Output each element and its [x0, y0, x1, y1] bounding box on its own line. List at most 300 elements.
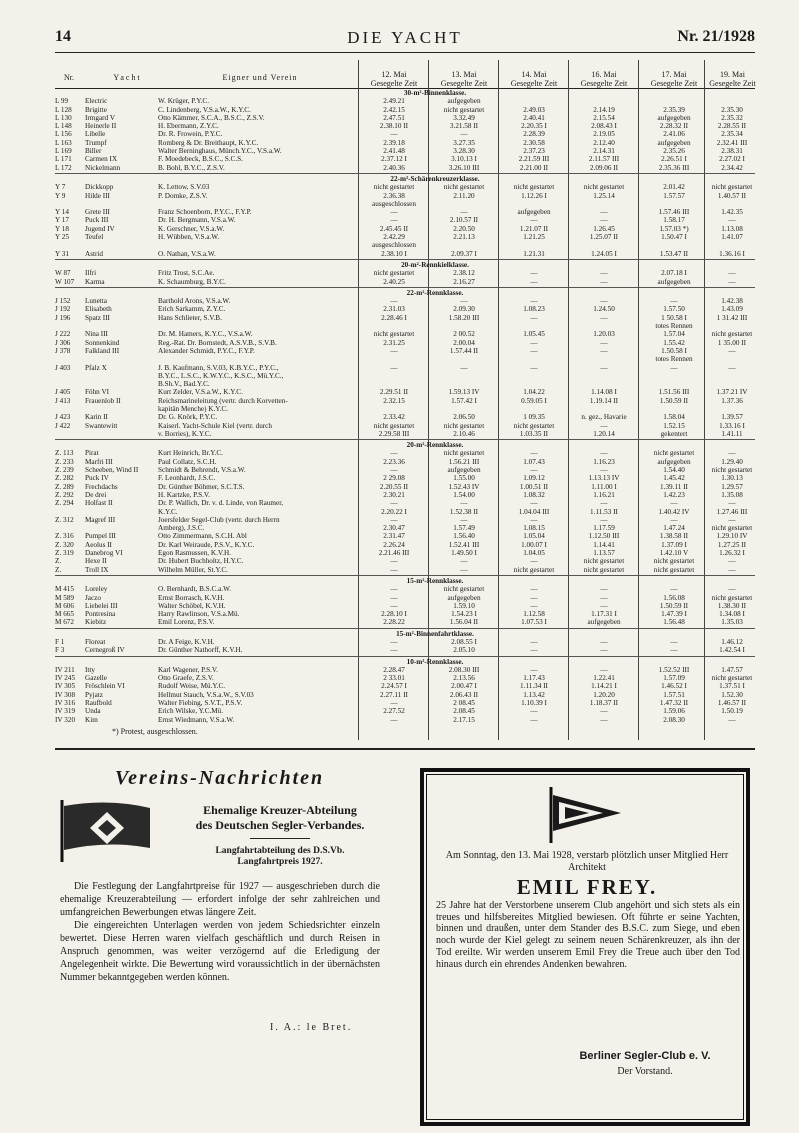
table-cell: 3.32.49 — [453, 113, 475, 122]
table-cell: 1.42.10 V — [659, 549, 689, 558]
table-cell: 1.51.56 III — [658, 388, 690, 397]
table-cell: 2.05.10 — [453, 646, 475, 655]
table-cell: — — [530, 297, 538, 306]
table-cell: 1.21.25 — [523, 233, 545, 242]
table-cell: 1.08.15 — [523, 524, 545, 533]
table-cell: 1 35.00 II — [717, 338, 747, 347]
table-cell: Egon Rasmussen, K.V.H. — [158, 549, 231, 558]
table-cell: 2.38.10 I — [381, 249, 407, 258]
table-cell: 1.50.59 II — [659, 601, 689, 610]
table-cell: 1 50.58 I — [661, 313, 687, 322]
table-cell: 1.47.39 I — [661, 610, 687, 619]
table-cell: 1.14.08 I — [591, 388, 617, 397]
article-subtitle: Langfahrtabteilung des D.S.Vb. Langfahrtpreis 1927. — [215, 846, 345, 867]
table-cell: 2.38.31 — [721, 147, 743, 156]
table-cell: — — [460, 565, 468, 574]
table-row — [55, 594, 755, 602]
table-cell: — — [460, 208, 468, 217]
table-cell: O. Bernhardt, B.S.C.a.W. — [158, 585, 232, 594]
table-cell: 2.35.36 III — [658, 163, 690, 172]
table-cell: Dr. Günther Böhmer, S.C.T.S. — [158, 482, 245, 491]
table-cell: 1.37.09 I — [661, 540, 687, 549]
table-cell: nicht gestartet — [443, 421, 485, 430]
table-row — [55, 155, 755, 163]
table-cell: 1.34.08 I — [719, 610, 745, 619]
board-signature: Der Vorstand. — [617, 1066, 673, 1077]
table-cell: 3.27.35 — [453, 138, 475, 147]
table-cell: 1.57.50 — [663, 305, 685, 314]
table-cell: 1.52.30 — [721, 690, 743, 699]
table-cell: Hellmut Stauch, V.S.a.W., S.V.03 — [158, 690, 254, 699]
table-cell: Z. — [55, 557, 62, 566]
table-cell: 1.40.42 IV — [658, 507, 690, 516]
table-cell: Z. 282 — [55, 474, 74, 483]
table-cell: K.Y.C. — [158, 507, 178, 516]
table-cell: 1.25.07 II — [589, 233, 619, 242]
table-cell: — — [530, 646, 538, 655]
table-cell: 2.10.46 — [453, 429, 475, 438]
table-cell: — — [728, 277, 736, 286]
table-cell: Irmgard V — [85, 113, 116, 122]
table-cell: — — [728, 557, 736, 566]
table-cell: Dr. G. Knörk, P.Y.C. — [158, 413, 218, 422]
table-cell: — — [600, 313, 608, 322]
table-cell: — — [728, 565, 736, 574]
table-cell: — — [670, 638, 678, 646]
table-cell: nicht gestartet — [513, 565, 555, 574]
table-cell: 2.47.51 — [383, 113, 405, 122]
table-cell: nicht gestartet — [711, 466, 753, 475]
table-cell: B. Bohl, B.Y.C., Z.S.V. — [158, 163, 225, 172]
results-table — [55, 89, 755, 724]
table-cell: Karma — [85, 277, 105, 286]
table-cell: IV 320 — [55, 715, 76, 724]
table-cell: 1.42.38 — [721, 297, 743, 306]
table-cell: F 1 — [55, 638, 65, 646]
table-row — [55, 618, 755, 626]
table-cell: 1.20.20 — [593, 690, 615, 699]
table-cell: J 192 — [55, 305, 71, 314]
table-cell: 2.10.57 II — [449, 216, 479, 225]
table-cell: Trumpf — [85, 138, 107, 147]
table-cell: Z. — [55, 565, 62, 574]
table-cell: Pumpel III — [85, 532, 116, 541]
table-cell: — — [390, 638, 398, 646]
table-cell: — — [728, 499, 736, 508]
table-row — [55, 397, 755, 405]
table-cell: F. Moedebeck, B.S.C., S.C.S. — [158, 155, 243, 164]
table-cell: — — [390, 363, 398, 372]
table-cell: 2.31.47 — [383, 532, 405, 541]
class-label: 30-m²-Binnenklasse. — [403, 89, 467, 97]
table-cell: 2.41.06 — [663, 130, 685, 139]
table-cell: 2.30.21 — [383, 490, 405, 499]
table-cell: J 378 — [55, 346, 71, 355]
table-cell: 2.16.27 — [453, 277, 475, 286]
table-cell: — — [600, 715, 608, 724]
table-cell: Loreley — [85, 585, 108, 594]
table-cell: Pfalz X — [85, 363, 107, 372]
table-cell: IV 319 — [55, 707, 76, 716]
table-cell: — — [600, 593, 608, 602]
table-cell: 2.40.25 — [383, 277, 405, 286]
table-cell: Walter Fiebing, S.V.T., P.S.V. — [158, 699, 243, 708]
table-cell: 1.36.16 I — [719, 249, 745, 258]
table-cell: 1.17.31 I — [591, 610, 617, 619]
table-cell: Y 31 — [55, 249, 69, 258]
table-cell: 1.47.57 — [721, 665, 743, 674]
table-cell: 1.38.58 II — [659, 532, 689, 541]
table-cell: 1.57.57 — [663, 191, 685, 200]
table-cell: — — [530, 515, 538, 524]
table-row — [55, 241, 755, 249]
table-cell: — — [600, 421, 608, 430]
table-cell: 2.28.47 — [383, 665, 405, 674]
table-cell: 2.08.43 I — [591, 122, 617, 131]
table-cell: — — [728, 449, 736, 458]
table-cell: 3.21.58 II — [449, 122, 479, 131]
table-cell: 2.27.52 — [383, 707, 405, 716]
table-cell: — — [670, 646, 678, 655]
table-cell: Hans Schlieter, S.V.B. — [158, 313, 222, 322]
table-cell: 1.57.03 *) — [659, 224, 689, 233]
magazine-title: DIE YACHT — [347, 28, 463, 47]
table-cell: — — [530, 499, 538, 508]
table-cell: 2.35.39 — [663, 105, 685, 114]
issue-number: Nr. 21/1928 — [677, 28, 755, 45]
col-16-mai: 16. Mai Gesegelte Zeit — [580, 70, 628, 88]
table-cell: — — [530, 593, 538, 602]
flag-icon — [58, 798, 153, 863]
pennant-icon — [545, 785, 625, 845]
table-row — [55, 691, 755, 699]
table-cell: 1.41.11 — [721, 429, 743, 438]
table-cell: 2.28.39 — [523, 130, 545, 139]
table-cell: — — [460, 363, 468, 372]
table-cell: 2.35.34 — [721, 130, 743, 139]
table-cell: — — [530, 277, 538, 286]
table-cell: Kaiserl. Yacht-Schule Kiel (vertr. durch — [158, 421, 272, 430]
table-cell: Hexe II — [85, 557, 107, 566]
table-cell: Amberg), J.S.C. — [158, 524, 205, 533]
table-cell: Magref III — [85, 515, 116, 524]
table-cell: 1.57.42 I — [451, 396, 477, 405]
table-cell: — — [600, 216, 608, 225]
table-cell: aufgegeben — [517, 208, 551, 217]
table-cell: Pirat — [85, 449, 99, 458]
table-cell: — — [728, 715, 736, 724]
table-cell: 1.04.22 — [523, 388, 545, 397]
class-separator — [55, 259, 755, 260]
table-cell: — — [460, 130, 468, 139]
table-cell: 2.35.30 — [721, 105, 743, 114]
table-cell: L 163 — [55, 138, 72, 147]
table-cell: K. Lettow, S.V.03 — [158, 183, 210, 192]
table-cell: W 107 — [55, 277, 75, 286]
table-cell: nicht gestartet — [583, 557, 625, 566]
table-cell: Biller — [85, 147, 102, 156]
table-cell: Kurt Zelder, V.S.a.W., K.Y.C. — [158, 388, 243, 397]
table-cell: Joersfelder Segel-Club (vertr. durch Herrn — [158, 515, 280, 524]
table-cell: 2.24.57 I — [381, 682, 407, 691]
table-cell: — — [728, 269, 736, 278]
table-cell: 1.57.49 — [453, 524, 475, 533]
table-cell: 1.12.50 III — [588, 532, 620, 541]
table-cell: Frechdachs — [85, 482, 118, 491]
table-cell: Reg.-Rat. Dr. Bornstedt, A.S.V.B., S.V.B. — [158, 338, 277, 347]
col-17-mai: 17. Mai Gesegelte Zeit — [650, 70, 698, 88]
class-separator — [55, 173, 755, 174]
table-row — [55, 97, 755, 105]
table-cell: Scheeben, Wind II — [85, 466, 139, 475]
table-cell: Holfast II — [85, 499, 113, 508]
table-cell: aufgegeben — [657, 138, 691, 147]
table-cell: — — [600, 269, 608, 278]
table-cell: Grete III — [85, 208, 110, 217]
table-cell: — — [530, 216, 538, 225]
table-row — [55, 602, 755, 610]
table-cell: — — [530, 363, 538, 372]
table-cell: 1.26.32 I — [719, 549, 745, 558]
table-row — [55, 666, 755, 674]
table-cell: 1.19.14 II — [589, 396, 619, 405]
table-cell: 2.14.19 — [593, 105, 615, 114]
table-cell: — — [600, 707, 608, 716]
table-row — [55, 466, 755, 474]
table-row — [55, 339, 755, 347]
table-cell: — — [600, 638, 608, 646]
table-row — [55, 532, 755, 540]
table-cell: 2.35.32 — [721, 113, 743, 122]
class-heading — [55, 577, 755, 585]
table-cell: Spatz III — [85, 313, 110, 322]
table-row — [55, 122, 755, 130]
table-cell: 2.12.40 — [593, 138, 615, 147]
table-cell: 1.50.59 II — [659, 396, 689, 405]
table-cell: Otto Graefe, Z.S.V. — [158, 674, 214, 683]
table-cell: 2.09.30 — [453, 305, 475, 314]
table-cell: aufgegeben — [657, 113, 691, 122]
col-19-mai: 19. Mai Gesegelte Zeit — [709, 70, 756, 88]
table-cell: J 423 — [55, 413, 71, 422]
table-cell: 1.35.08 — [721, 490, 743, 499]
table-cell: 2.20.35 I — [521, 122, 547, 131]
class-label: 20-m²-Rennkielklasse. — [401, 260, 469, 269]
table-row — [55, 164, 755, 172]
table-cell: — — [530, 269, 538, 278]
table-cell: 3.28.30 — [453, 147, 475, 156]
table-cell: 1.54.00 — [453, 490, 475, 499]
table-cell: Walter Schöbel, K.V.H. — [158, 601, 226, 610]
table-row — [55, 682, 755, 690]
table-cell: 2.28.10 I — [381, 610, 407, 619]
table-cell: K. Schaumburg, B.Y.C. — [158, 277, 226, 286]
table-cell: — — [390, 515, 398, 524]
table-cell: 2.23.36 — [383, 457, 405, 466]
table-cell: kapitän Menche) K.Y.C. — [158, 404, 228, 413]
table-cell: nicht gestartet — [653, 557, 695, 566]
table-cell: 1.52.52 III — [658, 665, 690, 674]
table-cell: 1.33.16 I — [719, 421, 745, 430]
col-12-mai: 12. Mai Gesegelte Zeit — [370, 70, 418, 88]
table-cell: — — [390, 346, 398, 355]
table-cell: 1.29.10 IV — [716, 532, 748, 541]
table-cell: nicht gestartet — [711, 330, 753, 339]
table-row — [55, 364, 755, 372]
table-row — [55, 524, 755, 532]
table-cell: 1.55.00 — [453, 474, 475, 483]
table-cell: Dr. H. Bergmann, V.S.a.W. — [158, 216, 236, 225]
table-cell: totes Rennen — [655, 322, 693, 331]
table-cell: 1.57.51 — [663, 690, 685, 699]
table-cell: 1.29.40 — [721, 457, 743, 466]
table-cell: — — [600, 277, 608, 286]
table-cell: — — [670, 515, 678, 524]
table-cell: 2.21.00 II — [519, 163, 549, 172]
table-cell: IV 245 — [55, 674, 76, 683]
table-cell: Erich Sarkamm, Z.Y.C. — [158, 305, 226, 314]
table-cell: H. Wübben, V.S.a.W. — [158, 233, 220, 242]
table-row — [55, 297, 755, 305]
table-cell: — — [390, 499, 398, 508]
table-cell: 2.26.24 — [383, 540, 405, 549]
table-cell: 1.57.44 II — [449, 346, 479, 355]
table-cell: J. B. Kaufmann, S.V.03, K.B.Y.C., P.Y.C., — [158, 363, 279, 372]
table-cell: Sonnenkind — [85, 338, 120, 347]
table-cell: Unda — [85, 707, 101, 716]
table-cell: 1.13.42 — [523, 690, 545, 699]
table-cell: 3.10.13 I — [451, 155, 477, 164]
table-cell: 2.32.15 — [383, 396, 405, 405]
table-cell: 1.25.14 — [593, 191, 615, 200]
table-cell: 1.37.21 IV — [716, 388, 748, 397]
table-cell: F. Leonhardt, J.S.C. — [158, 474, 216, 483]
table-cell: — — [600, 646, 608, 655]
table-cell: 1 31.42 III — [716, 313, 748, 322]
table-cell: Carmen IX — [85, 155, 118, 164]
table-row — [55, 192, 755, 200]
table-cell: nicht gestartet — [513, 421, 555, 430]
section-rule — [55, 748, 755, 750]
table-cell: Karl Wagener, P.S.V. — [158, 665, 218, 674]
table-cell: 1.55.42 — [663, 338, 685, 347]
article-body — [60, 880, 380, 984]
table-cell: Emil Lorenz, P.S.V. — [158, 618, 215, 627]
table-row — [55, 380, 755, 388]
table-cell: Ernst Borrasch, K.V.H. — [158, 593, 225, 602]
table-cell: Liebelei III — [85, 601, 118, 610]
table-cell: 1.17.43 — [523, 674, 545, 683]
table-cell: Otto Kämmer, S.C.A., B.S.C., Z.S.V. — [158, 113, 265, 122]
table-cell: M 606 — [55, 601, 74, 610]
table-cell: — — [390, 565, 398, 574]
table-cell: 1.57.46 III — [658, 208, 690, 217]
table-cell: Y 7 — [55, 183, 66, 192]
col-nr: Nr. — [64, 73, 74, 82]
table-cell: nicht gestartet — [711, 524, 753, 533]
obituary-body: 25 Jahre hat der Verstorbene unserem Club angehört und sich stets als ein treues und hilfsbereites Mitglied bewiesen. Oft führte er seine Yachten, binnen und draußen, unter dem Stander des B.S.C. zum Siege, und eben noch wurde der Kiel gelegt zu seinem neuen Schärenkreuzer, als ihn der Tod ereilte. Wir werden unserem Emil Frey die Treue auch über den Tod hinaus durch ein ehrendes Andenken bewahren. — [436, 900, 740, 970]
table-cell: — — [390, 466, 398, 475]
table-cell: Z. 294 — [55, 499, 74, 508]
table-cell: J 196 — [55, 313, 71, 322]
table-row — [55, 413, 755, 421]
table-row — [55, 458, 755, 466]
table-row — [55, 330, 755, 338]
table-cell: IV 308 — [55, 690, 76, 699]
table-cell: 1.30.13 — [721, 474, 743, 483]
table-cell: De drei — [85, 490, 107, 499]
article-signature: I. A.: le Bret. — [270, 1022, 353, 1033]
table-cell: Astrid — [85, 249, 103, 258]
table-cell: — — [530, 346, 538, 355]
table-cell: 2.08.30 III — [448, 665, 480, 674]
table-cell: Z. 319 — [55, 549, 74, 558]
table-cell: — — [390, 646, 398, 655]
table-row — [55, 638, 755, 646]
table-cell: — — [390, 208, 398, 217]
col-14-mai: 14. Mai Gesegelte Zeit — [510, 70, 558, 88]
table-row — [55, 610, 755, 618]
table-cell: — — [600, 601, 608, 610]
table-row — [55, 716, 755, 724]
table-cell: 1.47.32 II — [659, 699, 689, 708]
table-cell: v. Borries), K.Y.C. — [158, 429, 212, 438]
table-cell: — — [600, 585, 608, 594]
table-cell: 1.57.09 — [663, 674, 685, 683]
class-label: 15-m²-Binnenfahrtklasse. — [396, 629, 474, 638]
table-cell: O. Nathan, V.S.a.W. — [158, 249, 216, 258]
club-title: Ehemalige Kreuzer-Abteilung des Deutschen Segler-Verbandes. — [195, 803, 365, 832]
table-row — [55, 372, 755, 380]
table-cell: 2.49.03 — [523, 105, 545, 114]
table-cell: 1.59.06 — [663, 707, 685, 716]
table-cell: nicht gestartet — [653, 565, 695, 574]
table-cell: — — [530, 585, 538, 594]
table-row — [55, 322, 755, 330]
class-heading — [55, 441, 755, 449]
table-cell: — — [390, 601, 398, 610]
table-cell: Z. 312 — [55, 515, 74, 524]
table-cell: 2.29.58 III — [378, 429, 410, 438]
table-cell: J 413 — [55, 396, 71, 405]
table-cell: L 169 — [55, 147, 72, 156]
table-cell: Dr. M. Hamers, K.Y.C., V.S.a.W. — [158, 330, 253, 339]
table-cell: 2.21.13 — [453, 233, 475, 242]
table-cell: 1.56.21 III — [448, 457, 480, 466]
table-cell: Elisabeth — [85, 305, 112, 314]
table-cell: — — [530, 449, 538, 458]
table-cell: 2.20.22 I — [381, 507, 407, 516]
table-cell: 1.37.36 — [721, 396, 743, 405]
table-cell: 1.10.39 I — [521, 699, 547, 708]
table-cell: 2.06.43 II — [449, 690, 479, 699]
class-label: 22-m²-Schärenkreuzerklasse. — [390, 174, 480, 183]
table-row — [55, 508, 755, 516]
page-number: 14 — [55, 28, 71, 45]
table-cell: 2.06.50 — [453, 413, 475, 422]
table-cell: P. Domke, Z.S.V. — [158, 191, 208, 200]
table-cell: 1.05.04 — [523, 532, 545, 541]
table-cell: M 589 — [55, 593, 74, 602]
obituary-intro: Am Sonntag, den 13. Mai 1928, verstarb plötzlich unser Mitglied Herr Architekt — [445, 850, 729, 873]
table-row — [55, 388, 755, 396]
table-cell: 1.54.23 I — [451, 610, 477, 619]
table-cell: M 415 — [55, 585, 74, 594]
table-cell: 2.38.10 II — [379, 122, 409, 131]
table-cell: 2.49.21 — [383, 97, 405, 106]
table-cell: 1.56.04 II — [449, 618, 479, 627]
table-cell: 1.39.11 II — [660, 482, 688, 491]
